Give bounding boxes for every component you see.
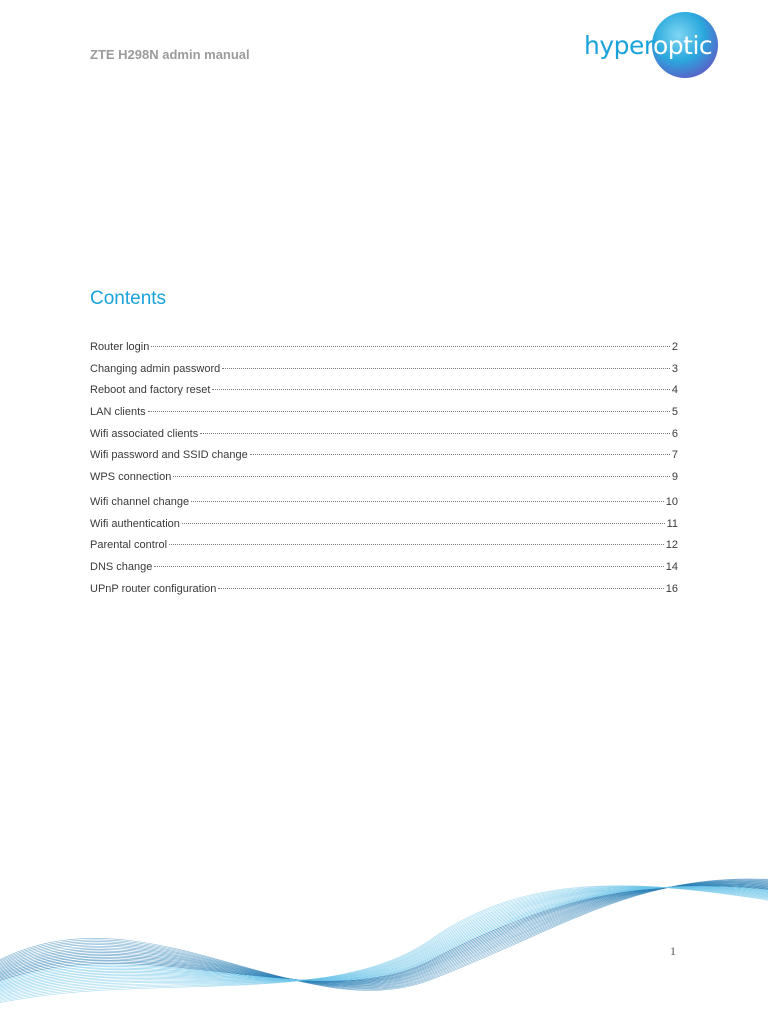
wave-line [0, 887, 768, 987]
toc-label: Changing admin password [90, 362, 221, 375]
toc-entry-reboot-factory-reset[interactable] [90, 384, 678, 406]
toc-label: LAN clients [90, 406, 146, 419]
toc-entry-lan-clients[interactable] [90, 406, 678, 428]
svg-text:hyper: hyper [584, 31, 654, 60]
toc-entry-wifi-channel-change[interactable] [90, 496, 678, 518]
toc-label: Wifi channel change [90, 495, 190, 508]
toc-leader-dots [212, 389, 669, 390]
decorative-wave-lines [0, 860, 768, 1024]
toc-leader-dots [169, 544, 664, 545]
toc-leader-dots [173, 476, 670, 477]
toc-label: UPnP router configuration [90, 582, 217, 595]
toc-label: Parental control [90, 539, 168, 552]
toc-leader-dots [218, 588, 663, 589]
toc-label: Wifi authentication [90, 517, 180, 530]
wave-line [0, 886, 768, 983]
page-number: 1 [670, 944, 676, 958]
toc-entry-dns-change[interactable] [90, 561, 678, 583]
svg-text:optic: optic [653, 31, 713, 60]
toc-page-number: 6 [671, 427, 678, 440]
toc-entry-parental-control[interactable] [90, 539, 678, 561]
document-title: ZTE H298N admin manual [90, 47, 250, 62]
hyperoptic-logo [582, 10, 722, 82]
toc-entry-wps-connection[interactable] [90, 471, 678, 493]
toc-page-number: 14 [665, 560, 678, 573]
toc-page-number: 3 [671, 362, 678, 375]
toc-leader-dots [154, 566, 663, 567]
toc-page-number: 10 [665, 495, 678, 508]
toc-page-number: 5 [671, 406, 678, 419]
toc-leader-dots [200, 433, 670, 434]
toc-entry-wifi-associated-clients[interactable] [90, 428, 678, 450]
toc-label: Router login [90, 341, 150, 353]
toc-page-number: 16 [665, 582, 678, 595]
toc-label: Wifi associated clients [90, 427, 199, 440]
wave-line [0, 887, 768, 995]
toc-entry-changing-admin-password[interactable] [90, 363, 678, 385]
toc-label: DNS change [90, 560, 153, 573]
toc-leader-dots [250, 454, 670, 455]
toc-leader-dots [148, 411, 670, 412]
toc-label: Wifi password and SSID change [90, 449, 248, 462]
toc-page-number: 11 [666, 517, 678, 530]
toc-page-number: 12 [665, 539, 678, 552]
toc-label: WPS connection [90, 471, 172, 484]
toc-leader-dots [151, 346, 670, 347]
table-of-contents [90, 341, 678, 604]
toc-page-number: 7 [671, 449, 678, 462]
toc-entry-wifi-authentication[interactable] [90, 518, 678, 540]
toc-leader-dots [182, 523, 665, 524]
wave-line [0, 887, 768, 1002]
wave-line [0, 887, 768, 990]
toc-page-number: 2 [671, 341, 678, 353]
toc-page-number: 4 [671, 384, 678, 397]
toc-leader-dots [191, 501, 664, 502]
toc-page-number: 9 [671, 471, 678, 484]
toc-entry-wifi-password-ssid[interactable] [90, 449, 678, 471]
toc-entry-upnp-router-configuration[interactable] [90, 583, 678, 605]
contents-heading: Contents [90, 288, 167, 309]
toc-leader-dots [222, 368, 670, 369]
toc-label: Reboot and factory reset [90, 384, 211, 397]
toc-entry-router-login[interactable] [90, 341, 678, 363]
